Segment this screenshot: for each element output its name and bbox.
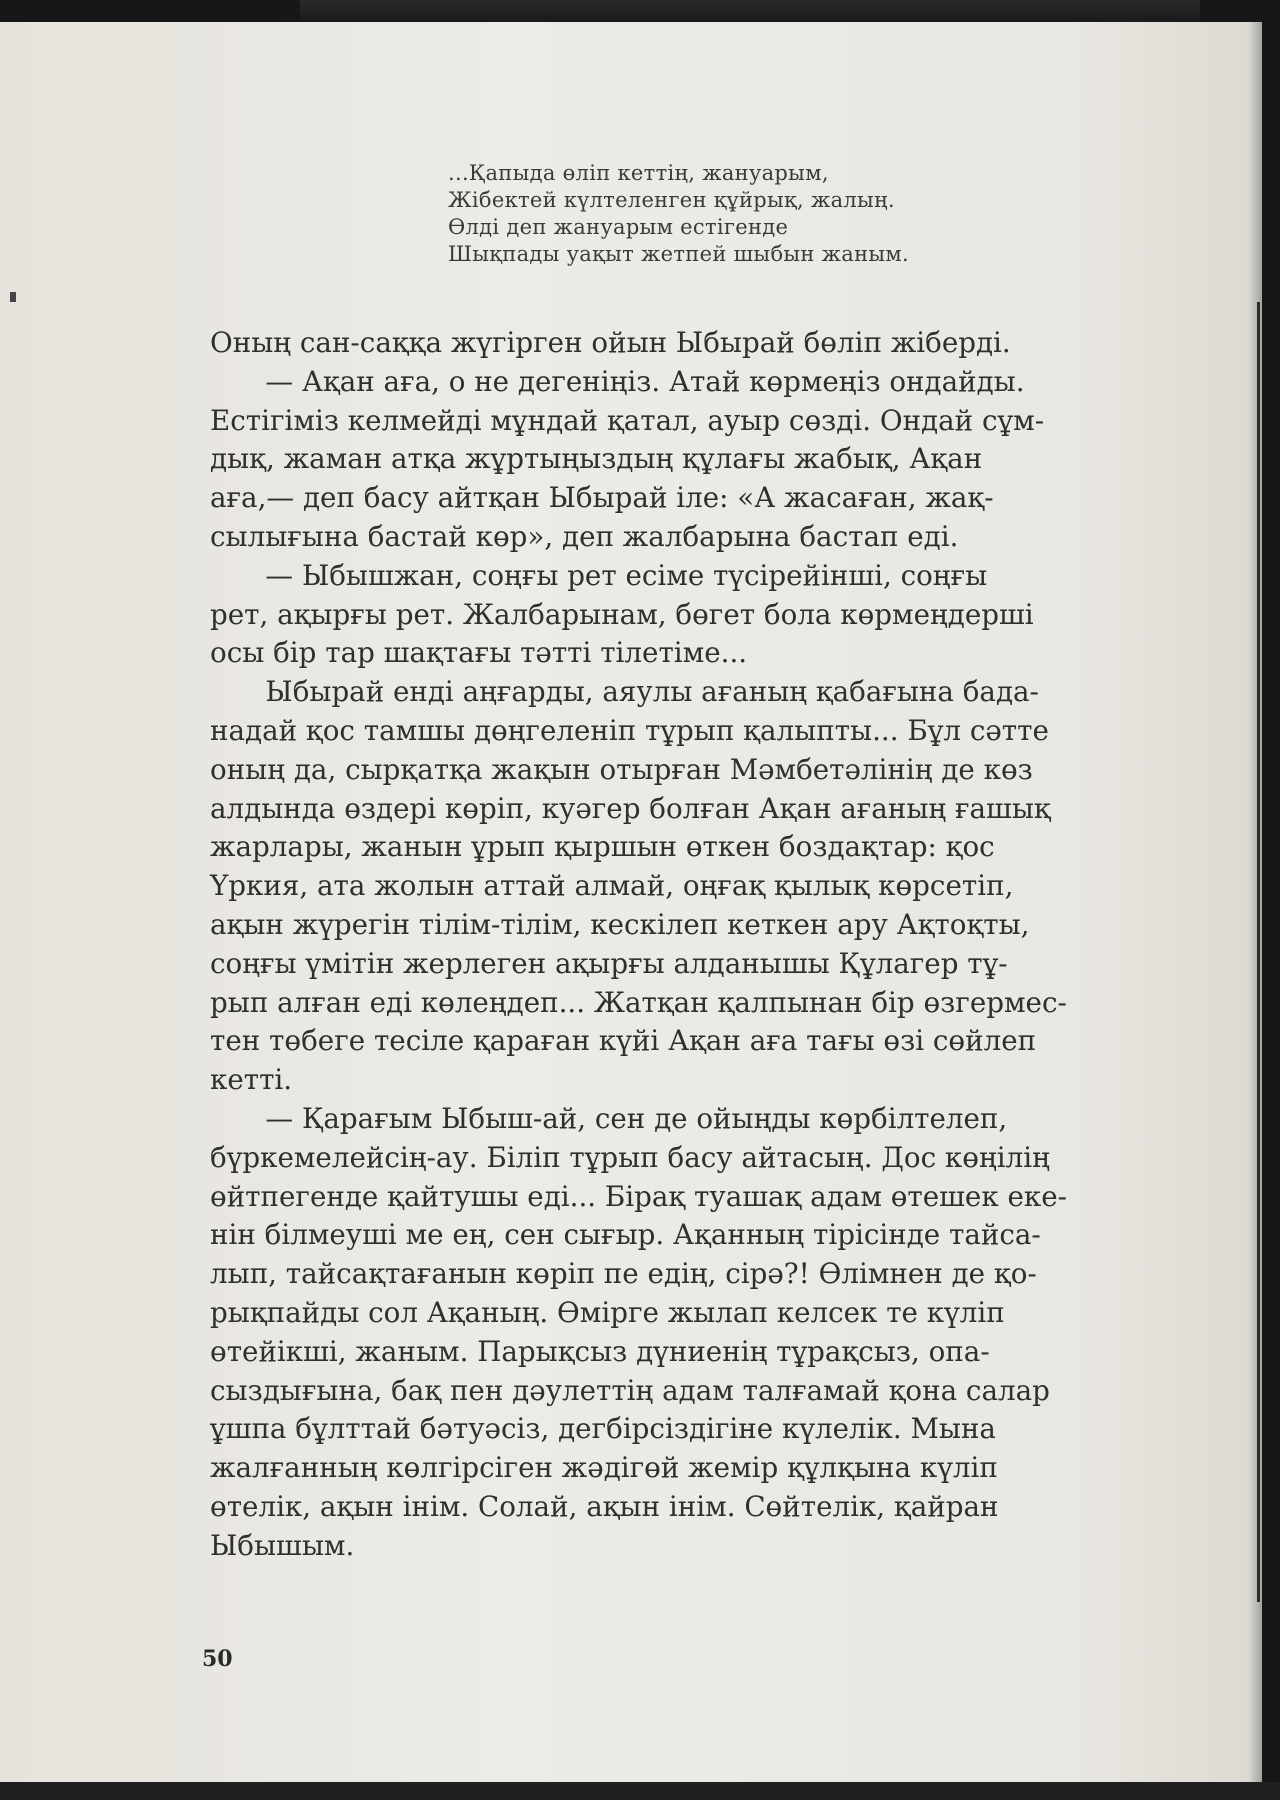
poem-line: Жібектей күлтеленген құйрық, жалың.: [448, 188, 895, 212]
prose-line: рықпайды сол Ақаның. Өмірге жылап келсек те күліп: [210, 1295, 1005, 1329]
prose-line: рет, ақырғы рет. Жалбарынам, бөгет бола көрмеңдерші: [210, 597, 1034, 631]
prose-line: жалғанның көлгірсіген жәдігөй жемір құлқына күліп: [210, 1451, 998, 1485]
poem-line: ...Қапыда өліп кеттің, жануарым,: [448, 161, 829, 185]
prose-line: надай қос тамшы дөңгеленіп тұрып қалыпты... Бұл сәтте: [210, 713, 1049, 747]
prose-line: Ыбышым.: [210, 1528, 355, 1562]
prose-line: жарлары, жанын ұрып қыршын өткен боздақтар: қос: [210, 830, 995, 864]
prose-line: өтелік, ақын інім. Солай, ақын інім. Сөйтелік, қайран: [210, 1489, 999, 1523]
prose-block: [210, 324, 1250, 1566]
poem-line: Шықпады уақыт жетпей шыбын жаным.: [448, 242, 910, 266]
page-number: 50: [202, 1646, 233, 1672]
prose-line: Естігіміз келмейді мұндай қатал, ауыр сөзді. Ондай сұм-: [210, 403, 1045, 437]
prose-line: соңғы үмітін жерлеген ақырғы алданышы Құлагер тұ-: [210, 946, 1008, 980]
prose-line: Оның сан-саққа жүгірген ойын Ыбырай бөліп жіберді.: [210, 326, 1011, 359]
prose-line: дық, жаман атқа жұртыңыздың құлағы жабық, Ақан: [210, 442, 983, 476]
prose-line: Ыбырай енді аңғарды, аяулы ағаның қабағына бада-: [265, 675, 1039, 709]
prose-line: ұшпа бұлттай бәтуәсіз, дегбірсіздігіне күлелік. Мына: [210, 1412, 996, 1446]
prose-line: тен төбеге тесіле қараған күйі Ақан аға тағы өзі сөйлеп: [210, 1024, 1037, 1058]
prose-line: Үркия, ата жолын аттай алмай, оңғақ қылық көрсетіп,: [210, 869, 1014, 903]
prose-line: — Ақан аға, о не дегеніңіз. Атай көрмеңіз ондайды.: [265, 364, 1025, 398]
prose-line: нін білмеуші ме ең, сен сығыр. Ақанның тірісінде тайса-: [210, 1218, 1041, 1252]
prose-line: осы бір тар шақтағы тәтті тілетіме...: [210, 636, 748, 670]
prose-line: лып, тайсақтағанын көріп пе едің, сірә?! Өлімнен де қо-: [210, 1257, 1037, 1291]
prose-line: рып алған еді көлеңдеп... Жатқан қалпынан бір өзгермес-: [210, 985, 1067, 1019]
prose-line: алдында өздері көріп, куәгер болған Ақан ағаның ғашық: [210, 791, 1051, 825]
bottom-shadow: [0, 1782, 1280, 1800]
prose-line: өтейікші, жаным. Парықсыз дүниенің тұрақсыз, опа-: [210, 1334, 990, 1368]
prose-line: оның да, сырқатқа жақын отырған Мәмбетәлінің де көз: [210, 752, 1033, 786]
margin-speck: [10, 292, 16, 302]
prose-line: сыздығына, бақ пен дәулеттің адам талғамай қона салар: [210, 1373, 1050, 1407]
prose-line: өйтпегенде қайтушы еді... Бірақ туашақ адам өтешек еке-: [210, 1179, 1068, 1213]
poem-block: [448, 160, 1148, 268]
poem-line: Өлді деп жануарым естігенде: [448, 215, 789, 239]
prose-line: кетті.: [210, 1063, 293, 1097]
book-page: [0, 22, 1262, 1782]
prose-line: — Қарағым Ыбыш-ай, сен де ойыңды көрбілтелеп,: [265, 1101, 1008, 1135]
prose-line: бүркемелейсің-ау. Біліп тұрып басу айтасың. Дос көңілің: [210, 1140, 1050, 1174]
binding-edge-line: [1257, 302, 1260, 1602]
prose-line: ақын жүрегін тілім-тілім, кескілеп кеткен ару Ақтоқты,: [210, 907, 1030, 941]
prose-line: — Ыбышжан, соңғы рет есіме түсірейінші, соңғы: [265, 558, 988, 592]
prose-line: сылығына бастай көр», деп жалбарына бастап еді.: [210, 519, 959, 553]
prose-line: аға,— деп басу айтқан Ыбырай іле: «А жасаған, жақ-: [210, 481, 994, 515]
